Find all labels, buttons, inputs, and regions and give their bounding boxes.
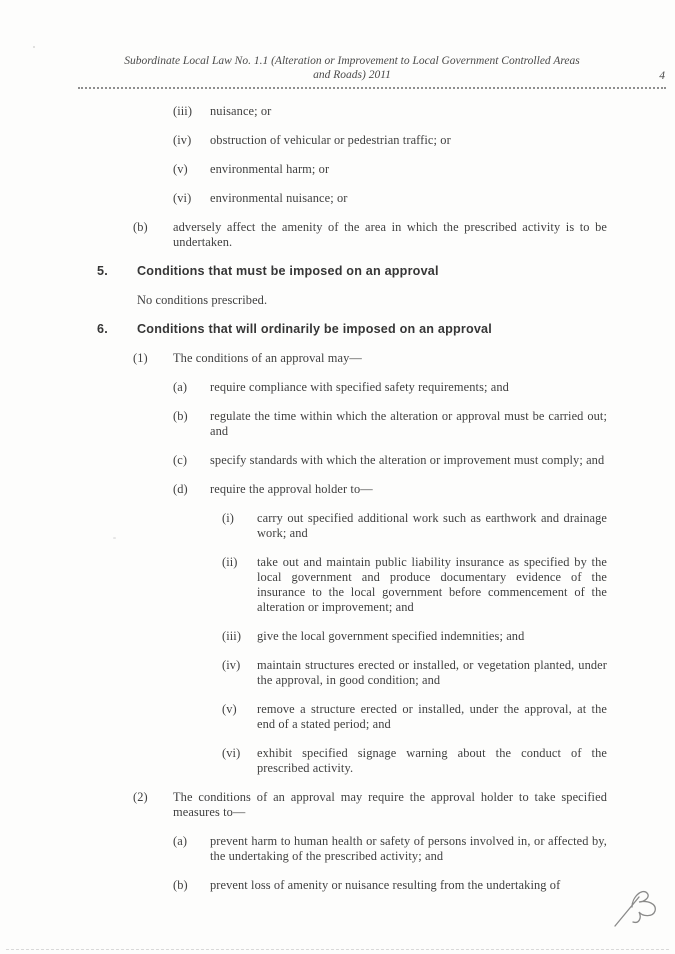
item-text: regulate the time within which the alteration or approval must be carried out; and — [210, 409, 607, 438]
list-marker: (ii) — [222, 555, 238, 569]
list-marker: (iii) — [173, 104, 193, 118]
item-text: prevent loss of amenity or nuisance resulting from the undertaking of — [210, 878, 561, 892]
section-number: 5. — [97, 264, 108, 278]
section-heading — [97, 264, 607, 279]
list-marker: (2) — [133, 790, 148, 804]
page-body — [97, 104, 607, 907]
list-item — [173, 380, 607, 395]
list-marker: (a) — [173, 380, 188, 394]
list-marker: (a) — [173, 834, 188, 848]
document-title-line1: Subordinate Local Law No. 1.1 (Alteration or Improvement to Local Government Controlled Areas — [124, 55, 580, 67]
item-text: remove a structure erected or installed, under the approval, at the end of a stated period; and — [257, 702, 607, 731]
item-text: specify standards with which the alteration or improvement must comply; and — [210, 453, 605, 467]
item-text: nuisance; or — [210, 104, 272, 118]
list-item — [173, 453, 607, 468]
list-marker: (b) — [173, 878, 188, 892]
list-item — [133, 790, 607, 820]
item-text: carry out specified additional work such as earthwork and drainage work; and — [257, 511, 607, 540]
list-item — [173, 482, 607, 497]
section-title: Conditions that must be imposed on an approval — [137, 264, 439, 278]
item-text: require the approval holder to— — [210, 482, 373, 496]
list-item — [173, 409, 607, 439]
item-text: No conditions prescribed. — [137, 293, 268, 307]
list-item — [173, 878, 607, 893]
item-text: obstruction of vehicular or pedestrian traffic; or — [210, 133, 451, 147]
list-item — [222, 629, 607, 644]
list-marker: (v) — [222, 702, 237, 716]
list-marker: (iii) — [222, 629, 242, 643]
list-marker: (d) — [173, 482, 188, 496]
item-text: The conditions of an approval may require the approval holder to take specified measures to— — [173, 790, 607, 819]
list-marker: (i) — [222, 511, 234, 525]
scan-speck — [113, 537, 116, 539]
document-title-line2: and Roads) 2011 — [313, 68, 391, 81]
list-item — [173, 162, 607, 177]
paragraph — [137, 293, 607, 308]
list-marker: (b) — [173, 409, 188, 423]
section-title: Conditions that will ordinarily be imposed on an approval — [137, 322, 492, 336]
list-item — [173, 191, 607, 206]
list-item — [133, 351, 607, 366]
list-marker: (iv) — [222, 658, 241, 672]
handwritten-initials-mark — [612, 884, 670, 932]
list-marker: (v) — [173, 162, 188, 176]
list-marker: (vi) — [173, 191, 192, 205]
item-text: environmental harm; or — [210, 162, 330, 176]
item-text: give the local government specified indemnities; and — [257, 629, 525, 643]
list-item — [173, 133, 607, 148]
list-marker: (iv) — [173, 133, 192, 147]
page-number: 4 — [659, 69, 665, 82]
list-item — [173, 104, 607, 119]
list-marker: (1) — [133, 351, 148, 365]
item-text: exhibit specified signage warning about the conduct of the prescribed activity. — [257, 746, 607, 775]
list-item — [222, 658, 607, 688]
item-text: prevent harm to human health or safety of persons involved in, or affected by, the undertaking of the prescribed activity; and — [210, 834, 607, 863]
item-text: require compliance with specified safety requirements; and — [210, 380, 509, 394]
document-title — [78, 55, 666, 82]
list-item — [173, 834, 607, 864]
item-text: environmental nuisance; or — [210, 191, 348, 205]
item-text: The conditions of an approval may— — [173, 351, 362, 365]
list-item — [222, 555, 607, 615]
item-text: maintain structures erected or installed, or vegetation planted, under the approval, in good condition; and — [257, 658, 607, 687]
scan-speck — [33, 46, 35, 48]
list-item — [222, 746, 607, 776]
section-heading — [97, 322, 607, 337]
section-number: 6. — [97, 322, 108, 336]
list-item — [133, 220, 607, 250]
list-marker: (c) — [173, 453, 188, 467]
list-item — [222, 511, 607, 541]
list-item — [222, 702, 607, 732]
list-marker: (b) — [133, 220, 148, 234]
list-marker: (vi) — [222, 746, 241, 760]
scan-artifact-line — [6, 949, 669, 950]
page-header — [78, 55, 666, 89]
item-text: take out and maintain public liability insurance as specified by the local government and produce documentary evidence of the insurance to the local government before commencement of the alteration or improvement; and — [257, 555, 607, 614]
item-text: adversely affect the amenity of the area in which the prescribed activity is to be undertaken. — [173, 220, 607, 249]
